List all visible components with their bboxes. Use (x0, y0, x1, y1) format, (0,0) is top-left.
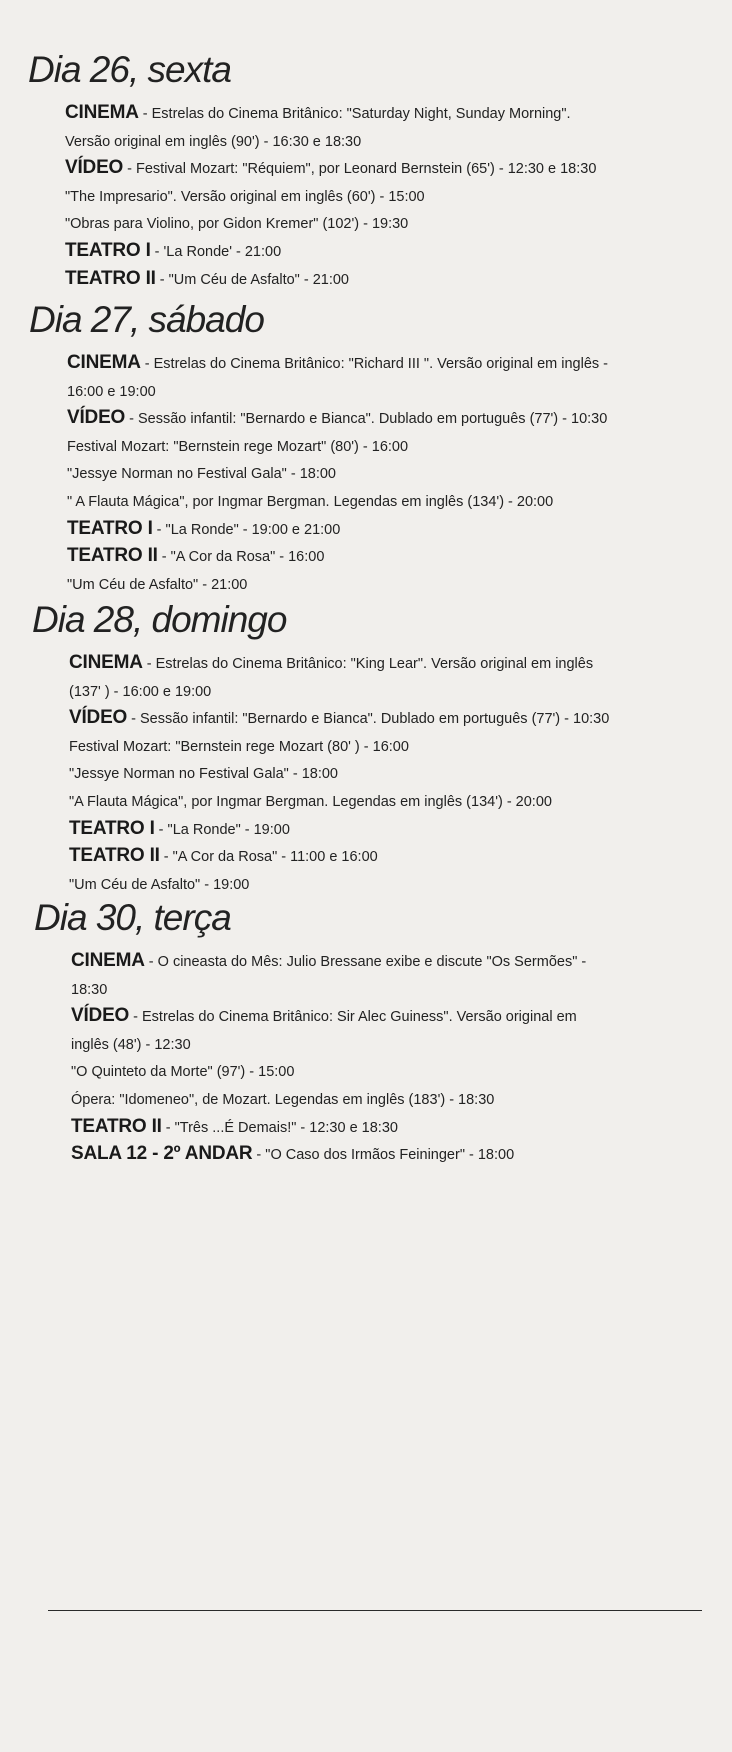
entry-line (69, 871, 732, 899)
entry-text: - "La Ronde" - 19:00 e 21:00 (152, 521, 341, 538)
entry-text: " A Flauta Mágica", por Ingmar Bergman. Legendas em inglês (134') - 20:00 (67, 493, 554, 510)
entry-text: "Um Céu de Asfalto" - 21:00 (67, 576, 248, 593)
entry-line (67, 488, 732, 516)
day-section-28 (0, 598, 732, 898)
entry-text: "Um Céu de Asfalto" - 19:00 (69, 876, 250, 893)
entry-list (69, 650, 732, 898)
category-label: CINEMA (69, 652, 143, 673)
entry-text: "The Impresario". Versão original em inglês (60') - 15:00 (65, 188, 425, 205)
day-title: Dia 27, sábado (29, 299, 264, 340)
entry-text: 16:00 e 19:00 (67, 383, 156, 400)
entry-text: (137' ) - 16:00 e 19:00 (69, 683, 212, 700)
entry-line (67, 433, 732, 461)
entry-line (69, 733, 732, 761)
entry-text: Festival Mozart: "Bernstein rege Mozart" (80') - 16:00 (67, 438, 409, 455)
entry-text: Festival Mozart: "Bernstein rege Mozart (80' ) - 16:00 (69, 738, 409, 755)
category-label: TEATRO I (69, 817, 155, 839)
entry-line (65, 128, 732, 156)
entry-text: "O Quinteto da Morte" (97') - 15:00 (71, 1064, 295, 1081)
day-title: Dia 28, domingo (32, 599, 287, 640)
entry-text: - Estrelas do Cinema Britânico: "Richard III ". Versão original em inglês - (140, 356, 608, 372)
day-section-27 (0, 298, 732, 598)
day-title: Dia 26, sexta (28, 49, 231, 90)
entry-line (67, 405, 732, 433)
entry-line (69, 843, 732, 871)
entry-line (67, 350, 732, 378)
day-section-26 (0, 48, 732, 293)
day-section-30 (0, 896, 732, 1169)
category-label: SALA 12 - 2º ANDAR (71, 1143, 253, 1165)
entry-text: - Sessão infantil: "Bernardo e Bianca". Dublado em português (77') - 10:30 (125, 411, 608, 428)
entry-line (71, 1114, 732, 1142)
entry-text: - "La Ronde" - 19:00 (154, 821, 290, 838)
entry-text: - "A Cor da Rosa" - 16:00 (157, 549, 325, 566)
entry-text: inglês (48') - 12:30 (71, 1036, 191, 1053)
entry-text: - "Três ...É Demais!" - 12:30 e 18:30 (161, 1119, 398, 1136)
entry-line (65, 155, 732, 183)
entry-text: "Jessye Norman no Festival Gala" - 18:00 (67, 466, 336, 483)
entry-line (65, 238, 732, 266)
entry-text: - 'La Ronde' - 21:00 (150, 243, 282, 260)
entry-line (69, 705, 732, 733)
category-label: TEATRO II (69, 845, 160, 867)
entry-text: 18:30 (71, 981, 108, 998)
entry-line (65, 210, 732, 238)
category-label: TEATRO II (67, 545, 158, 567)
category-label: CINEMA (71, 950, 145, 971)
entry-text: "Jessye Norman no Festival Gala" - 18:00 (69, 766, 338, 783)
entry-text: - Estrelas do Cinema Britânico: "King Lear". Versão original em inglês (142, 656, 594, 672)
entry-line (71, 948, 732, 976)
category-label: VÍDEO (67, 407, 126, 429)
entry-line (69, 650, 732, 678)
entry-line (71, 1086, 732, 1114)
entry-text: - "Um Céu de Asfalto" - 21:00 (155, 271, 349, 288)
entry-text: - Estrelas do Cinema Britânico: Sir Alec Guiness". Versão original em (129, 1009, 577, 1026)
entry-list (67, 350, 732, 598)
entry-line (65, 183, 732, 211)
entry-text: - Sessão infantil: "Bernardo e Bianca". Dublado em português (77') - 10:30 (127, 711, 610, 728)
entry-line (69, 788, 732, 816)
entry-text: "A Flauta Mágica", por Ingmar Bergman. Legendas em inglês (134') - 20:00 (69, 793, 552, 810)
entry-text: - O cineasta do Mês: Julio Bressane exibe e discute "Os Sermões" - (144, 954, 587, 970)
category-label: TEATRO II (65, 267, 156, 289)
entry-text: Versão original em inglês (90') - 16:30 e 18:30 (65, 133, 362, 150)
entry-line (67, 460, 732, 488)
entry-line (71, 976, 732, 1004)
entry-line (71, 1058, 732, 1086)
entry-line (69, 816, 732, 844)
category-label: TEATRO II (71, 1115, 162, 1137)
category-label: CINEMA (65, 102, 139, 123)
entry-line (69, 760, 732, 788)
entry-text: "Obras para Violino, por Gidon Kremer" (102') - 19:30 (65, 216, 409, 233)
category-label: CINEMA (67, 352, 141, 373)
entry-list (71, 948, 732, 1169)
entry-list (65, 100, 732, 293)
entry-line (67, 571, 732, 599)
day-title: Dia 30, terça (34, 897, 231, 938)
entry-line (71, 1141, 732, 1169)
entry-line (67, 543, 732, 571)
category-label: VÍDEO (69, 707, 128, 729)
entry-line (71, 1031, 732, 1059)
category-label: VÍDEO (65, 157, 124, 179)
entry-line (69, 678, 732, 706)
category-label: VÍDEO (71, 1005, 130, 1027)
entry-text: - Festival Mozart: "Réquiem", por Leonard Bernstein (65') - 12:30 e 18:30 (123, 161, 597, 178)
entry-line (67, 378, 732, 406)
entry-line (65, 266, 732, 294)
entry-text: Ópera: "Idomeneo", de Mozart. Legendas em inglês (183') - 18:30 (71, 1091, 495, 1108)
category-label: TEATRO I (67, 517, 153, 539)
entry-text: - "O Caso dos Irmãos Feininger" - 18:00 (252, 1147, 515, 1164)
entry-line (67, 516, 732, 544)
entry-line (65, 100, 732, 128)
entry-text: - Estrelas do Cinema Britânico: "Saturday Night, Sunday Morning". (138, 106, 571, 122)
entry-text: - "A Cor da Rosa" - 11:00 e 16:00 (159, 849, 378, 866)
category-label: TEATRO I (65, 239, 151, 261)
bottom-divider (48, 1610, 702, 1611)
entry-line (71, 1003, 732, 1031)
